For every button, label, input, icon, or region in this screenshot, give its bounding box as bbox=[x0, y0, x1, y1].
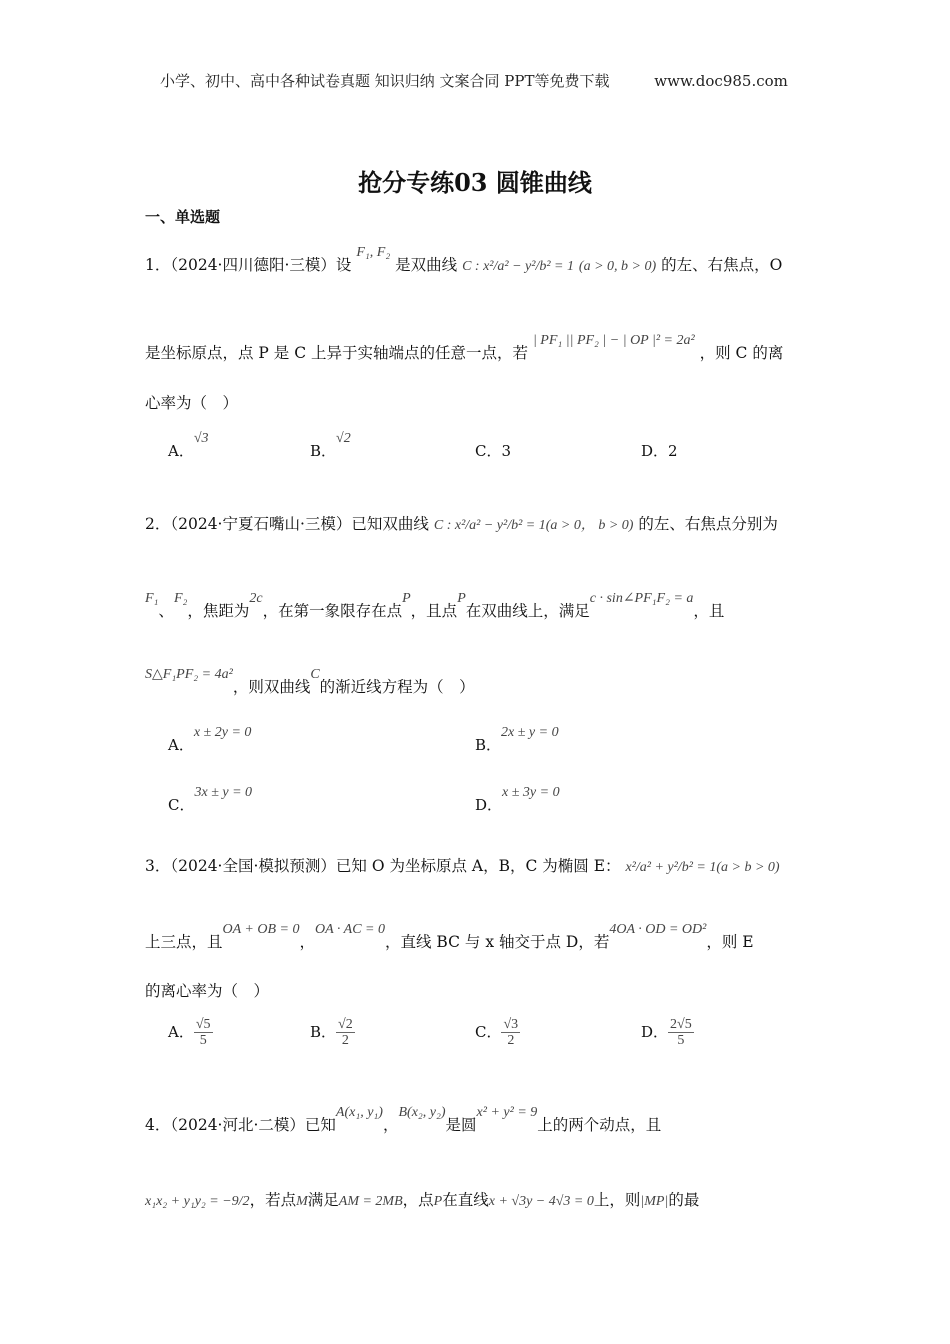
q4-t4: 上的两个动点，且 bbox=[537, 1116, 662, 1134]
q4-p: P bbox=[433, 1194, 443, 1209]
q4-t5: ，若点 bbox=[249, 1191, 297, 1209]
q4-t6: 满足 bbox=[307, 1191, 339, 1209]
q3-source: 3．（2024·全国·模拟预测）已知 O 为坐标原点 A，B，C 为椭圆 E： bbox=[145, 857, 621, 875]
q2-c: C bbox=[310, 667, 320, 682]
option-label: B． bbox=[310, 1022, 337, 1041]
option-label: C． bbox=[475, 1022, 502, 1041]
q2-line3 bbox=[145, 667, 475, 697]
q2-line1 bbox=[145, 512, 778, 534]
q1-equation: | PF₁ || PF₂ | − | OP |² = 2a² bbox=[532, 333, 695, 348]
q2-t1: ，焦距为 bbox=[187, 602, 250, 620]
q3-t4: ，则 E bbox=[706, 933, 754, 951]
q4-mp: |MP| bbox=[640, 1194, 669, 1209]
q4-circle: x² + y² = 9 bbox=[476, 1105, 538, 1120]
q4-point-a: A(x₁, y₁) bbox=[335, 1105, 383, 1120]
option-label: A． bbox=[168, 442, 194, 460]
option-value: 3x ± y = 0 bbox=[194, 785, 253, 800]
q2-t4: 在双曲线上，满足 bbox=[465, 602, 590, 620]
q1-source: 1．（2024·四川德阳·三模）设 bbox=[145, 256, 352, 274]
option-value: 3 bbox=[501, 442, 512, 460]
q2-t2: ，在第一象限存在点 bbox=[262, 602, 403, 620]
option-value: √2 bbox=[336, 431, 351, 446]
q2-f2: F₂ bbox=[173, 591, 188, 606]
q3-t2: ， bbox=[299, 933, 315, 951]
q1-text3: ，则 C 的离 bbox=[699, 344, 784, 362]
q2-text: 的左、右焦点分别为 bbox=[638, 515, 778, 533]
q2-focal: 2c bbox=[249, 591, 263, 606]
q2-sep: 、 bbox=[158, 602, 174, 620]
page-title: 抢分专练03 圆锥曲线 bbox=[358, 168, 592, 197]
option-fraction bbox=[194, 1017, 213, 1049]
q3-option-c[interactable] bbox=[475, 1017, 520, 1049]
q1-hyperbola: C : x²/a² − y²/b² = 1 bbox=[462, 259, 574, 274]
q2-t7: 的渐近线方程为（ ） bbox=[319, 678, 475, 696]
option-label: A． bbox=[168, 1022, 194, 1041]
option-label: C． bbox=[168, 796, 195, 814]
q2-p1: P bbox=[402, 591, 411, 606]
section-heading: 一、单选题 bbox=[145, 208, 221, 226]
q4-line1 bbox=[145, 1105, 662, 1135]
q3-option-d[interactable] bbox=[641, 1017, 694, 1049]
q4-product: x₁x₂ + y₁y₂ = −9/2 bbox=[145, 1194, 250, 1209]
option-label: C． bbox=[475, 442, 502, 460]
q2-sin-condition: c · sin∠PF₁F₂ = a bbox=[589, 591, 694, 606]
option-fraction bbox=[336, 1017, 355, 1049]
q1-condition: (a > 0, b > 0) bbox=[578, 259, 657, 274]
q4-line: x + √3y − 4√3 = 0 bbox=[488, 1194, 594, 1209]
q3-option-b[interactable] bbox=[310, 1017, 355, 1049]
fraction-numerator: 2√5 bbox=[670, 1017, 692, 1032]
option-label: D． bbox=[641, 1022, 669, 1041]
q3-v2: OA · AC = 0 bbox=[315, 922, 385, 937]
header-text: 小学、初中、高中各种试卷真题 知识归纳 文案合同 PPT等免费下载 bbox=[160, 72, 610, 90]
header-site-link[interactable]: www.doc985.com bbox=[654, 72, 788, 90]
q1-option-b[interactable] bbox=[310, 431, 351, 461]
q2-source: 2．（2024·宁夏石嘴山·三模）已知双曲线 bbox=[145, 515, 429, 533]
q4-t10: 的最 bbox=[668, 1191, 700, 1209]
q4-t7: ，点 bbox=[402, 1191, 434, 1209]
q4-t8: 在直线 bbox=[442, 1191, 489, 1209]
option-fraction bbox=[668, 1017, 694, 1049]
q1-line3: 心率为（ ） bbox=[145, 394, 239, 412]
page-header bbox=[160, 70, 788, 91]
q3-t3: ，直线 BC 与 x 轴交于点 D，若 bbox=[385, 933, 610, 951]
option-value: 2x ± y = 0 bbox=[501, 725, 559, 740]
q1-foci: F₁, F₂ bbox=[356, 245, 391, 260]
q2-option-c[interactable] bbox=[168, 785, 253, 815]
q1-option-c[interactable] bbox=[475, 440, 511, 461]
fraction-denominator: 5 bbox=[677, 1033, 685, 1049]
q2-t6: ，则双曲线 bbox=[232, 678, 311, 696]
q2-area: S△F₁PF₂ = 4a² bbox=[145, 667, 233, 682]
q2-t5: ，且 bbox=[693, 602, 725, 620]
q1-text-end: 的左、右焦点，O bbox=[661, 256, 783, 274]
q4-vector: AM = 2MB bbox=[338, 1194, 403, 1209]
q1-line2 bbox=[145, 333, 784, 363]
q2-option-a[interactable] bbox=[168, 725, 252, 755]
q3-ellipse: x²/a² + y²/b² = 1(a > b > 0) bbox=[625, 860, 780, 875]
q4-m: M bbox=[296, 1194, 308, 1209]
fraction-denominator: 2 bbox=[341, 1033, 349, 1049]
option-fraction bbox=[501, 1017, 520, 1049]
q1-option-a[interactable] bbox=[168, 431, 209, 461]
q3-line3: 的离心率为（ ） bbox=[145, 982, 270, 1000]
fraction-numerator: √5 bbox=[195, 1017, 211, 1032]
option-label: D． bbox=[641, 442, 669, 460]
option-value: x ± 3y = 0 bbox=[502, 785, 560, 800]
q4-t3: 是圆 bbox=[445, 1116, 477, 1134]
q2-option-d[interactable] bbox=[475, 785, 560, 815]
option-value: √3 bbox=[193, 431, 209, 446]
fraction-numerator: √2 bbox=[338, 1017, 353, 1032]
q4-point-b: B(x₂, y₂) bbox=[398, 1105, 446, 1120]
q2-option-b[interactable] bbox=[475, 725, 559, 755]
fraction-numerator: √3 bbox=[503, 1017, 519, 1032]
q2-t3: ，且点 bbox=[410, 602, 458, 620]
q3-option-a[interactable] bbox=[168, 1017, 213, 1049]
q2-p2: P bbox=[457, 591, 466, 606]
option-label: B． bbox=[475, 736, 502, 754]
option-value: 2 bbox=[668, 442, 678, 460]
q1-option-d[interactable] bbox=[641, 440, 678, 461]
q1-text: 是双曲线 bbox=[395, 256, 458, 274]
q4-t9: 上，则 bbox=[593, 1191, 641, 1209]
q3-v1: OA + OB = 0 bbox=[222, 922, 300, 937]
option-label: A． bbox=[168, 736, 194, 754]
q4-source: 4．（2024·河北·二模）已知 bbox=[145, 1116, 336, 1134]
q1-text2: 是坐标原点，点 P 是 C 上异于实轴端点的任意一点，若 bbox=[145, 344, 528, 362]
q1-line1 bbox=[145, 245, 783, 275]
q3-v3: 4OA · OD = OD² bbox=[609, 922, 707, 937]
fraction-denominator: 2 bbox=[507, 1033, 515, 1049]
q4-t2: ， bbox=[382, 1116, 399, 1134]
q2-line2 bbox=[145, 591, 725, 621]
option-label: D． bbox=[475, 796, 503, 814]
q2-f1: F₁ bbox=[145, 591, 159, 606]
fraction-denominator: 5 bbox=[199, 1033, 207, 1049]
q3-line2 bbox=[145, 922, 754, 952]
q3-line1 bbox=[145, 854, 780, 876]
option-value: x ± 2y = 0 bbox=[193, 725, 252, 740]
q3-t1: 上三点，且 bbox=[145, 933, 223, 951]
q2-hyperbola: C : x²/a² − y²/b² = 1(a > 0， b > 0) bbox=[433, 518, 634, 533]
option-label: B． bbox=[310, 442, 337, 460]
q4-line2 bbox=[145, 1188, 699, 1210]
